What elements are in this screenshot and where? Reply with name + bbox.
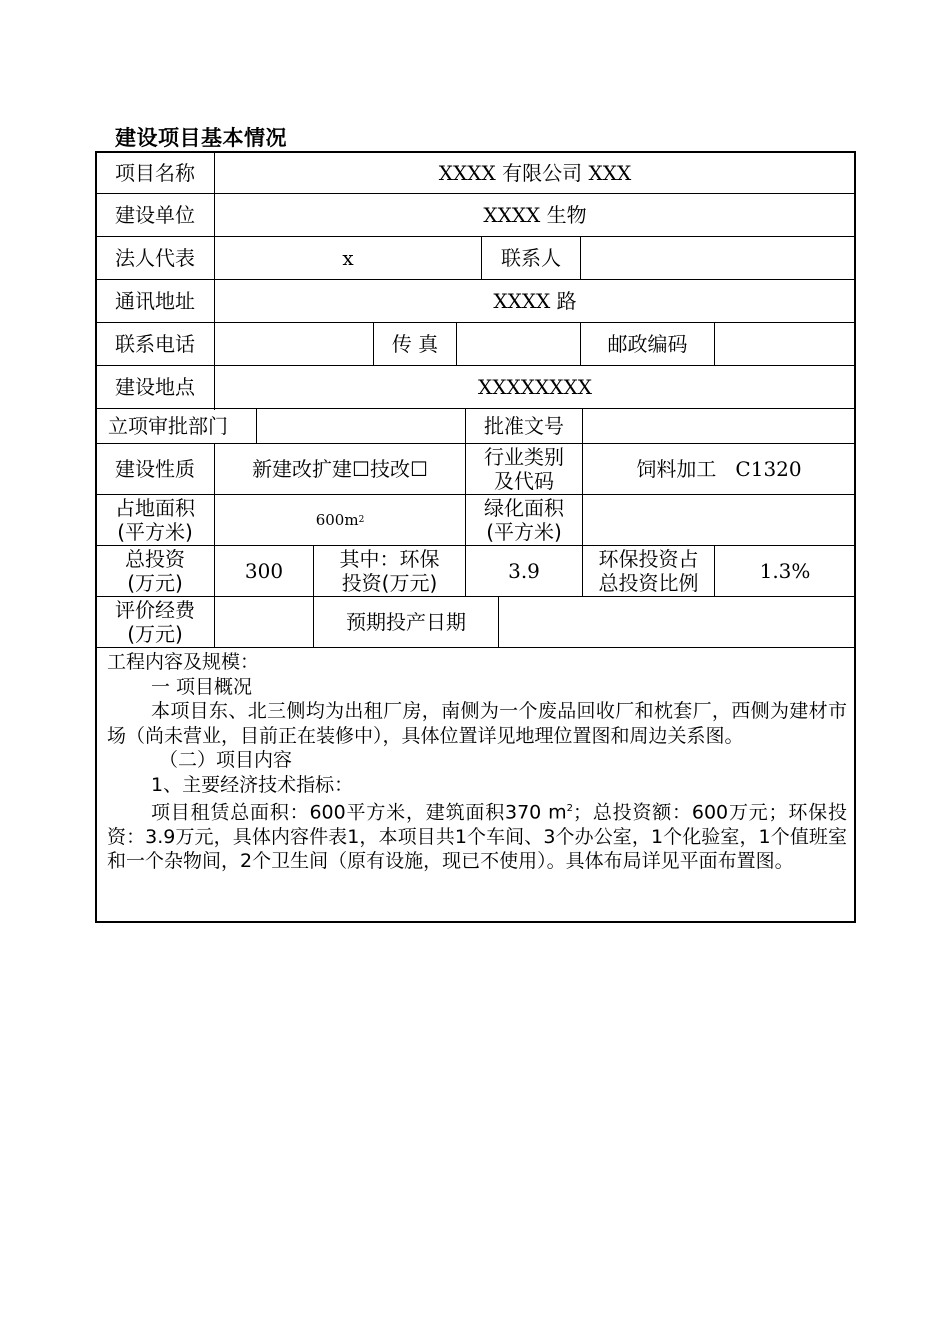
overview-paragraph: 本项目东、北三侧均为出租厂房，南侧为一个废品回收厂和枕套厂，西侧为建材市场（尚未营业，目前正在装修中），具体位置详见地理位置图和周边关系图。: [107, 700, 847, 747]
phone-value: [215, 323, 373, 365]
industry-label: [466, 444, 582, 494]
approval-no-label: 批准文号: [484, 414, 564, 438]
section-overview-heading: 一 项目概况: [151, 675, 253, 698]
investment-label-line1: 总投资: [125, 547, 185, 571]
section-content-heading: （二）项目内容: [159, 749, 293, 771]
approval-dept-value: [257, 409, 465, 443]
production-date-label: 预期投产日期: [346, 610, 466, 634]
eval-fee-label-line1: 评价经费: [115, 598, 195, 622]
area-label-line1: 占地面积: [115, 496, 195, 520]
investment-value: 300: [244, 559, 284, 583]
env-ratio-value: 1.3%: [759, 559, 811, 583]
nature-label: 建设性质: [115, 457, 195, 481]
eval-fee-label-line2: (万元): [127, 622, 183, 646]
page-title: 建设项目基本情况: [115, 126, 287, 150]
approval-no-value: [583, 409, 855, 443]
indicators-heading: 1、主要经济技术指标：: [151, 773, 354, 796]
area-value-unit-sup: 2: [358, 515, 365, 525]
nature-value: 新建改扩建☐技改☐: [252, 457, 428, 481]
area-label-line2: (平方米): [117, 520, 193, 544]
env-ratio-label: [583, 546, 714, 596]
contact-label: 联系人: [501, 246, 561, 270]
green-area-label-line2: (平方米): [486, 520, 562, 544]
site-label: 建设地点: [115, 375, 195, 399]
address-value: XXXX 路: [493, 289, 577, 313]
production-date-value: [499, 597, 855, 647]
industry-value: 饲料加工 C1320: [636, 457, 802, 481]
eval-fee-label: [96, 597, 214, 647]
indicators-paragraph: [107, 797, 847, 874]
env-ratio-label-line2: 总投资比例: [598, 571, 699, 595]
investment-label-line2: (万元): [127, 571, 183, 595]
builder-value: XXXX 生物: [483, 203, 587, 227]
project-content: [107, 650, 847, 874]
green-area-label: [466, 495, 582, 545]
fax-label: 传 真: [391, 332, 439, 356]
address-label: 通讯地址: [115, 289, 195, 313]
env-investment-label: [314, 546, 465, 596]
env-investment-label-line1: 其中：环保: [339, 547, 440, 571]
area-value-number: 600m: [315, 511, 359, 529]
indicators-text-a: 项目租赁总面积：600平方米，建筑面积370 m: [151, 801, 567, 824]
contact-value: [581, 237, 855, 279]
eval-fee-value: [215, 597, 313, 647]
legal-rep-value: x: [342, 246, 354, 270]
green-area-label-line1: 绿化面积: [484, 496, 564, 520]
env-ratio-label-line1: 环保投资占: [598, 547, 699, 571]
industry-label-line2: 及代码: [494, 469, 554, 493]
legal-rep-label: 法人代表: [115, 246, 195, 270]
env-investment-value: 3.9: [508, 559, 540, 583]
postcode-label: 邮政编码: [607, 332, 688, 356]
env-investment-label-line2: 投资(万元): [341, 571, 438, 595]
indicators-text-b: ；总投资额：600万元；环保投资：3.9万元，具体内容件表1，本项目共1个车间、3个办公室，1个化验室，1个值班室和一个杂物间，2个卫生间（原有设施，现已不使用）。具体布局详见平面布置图。: [107, 801, 847, 873]
builder-label: 建设单位: [115, 203, 195, 227]
project-name-label: 项目名称: [115, 160, 195, 185]
investment-label: [96, 546, 214, 596]
site-value: XXXXXXXX: [478, 375, 592, 399]
area-value: [215, 495, 465, 545]
row-divider: [95, 647, 856, 648]
phone-label: 联系电话: [115, 332, 195, 356]
green-area-value: [583, 495, 855, 545]
project-name-value: XXXX 有限公司 XXX: [438, 160, 632, 185]
approval-dept-label: 立项审批部门: [108, 414, 228, 438]
sqm-sup: 2: [566, 803, 574, 814]
area-label: [96, 495, 214, 545]
industry-label-line1: 行业类别: [484, 445, 564, 469]
content-heading: 工程内容及规模：: [107, 651, 260, 673]
postcode-value: [715, 323, 855, 365]
fax-value: [457, 323, 580, 365]
